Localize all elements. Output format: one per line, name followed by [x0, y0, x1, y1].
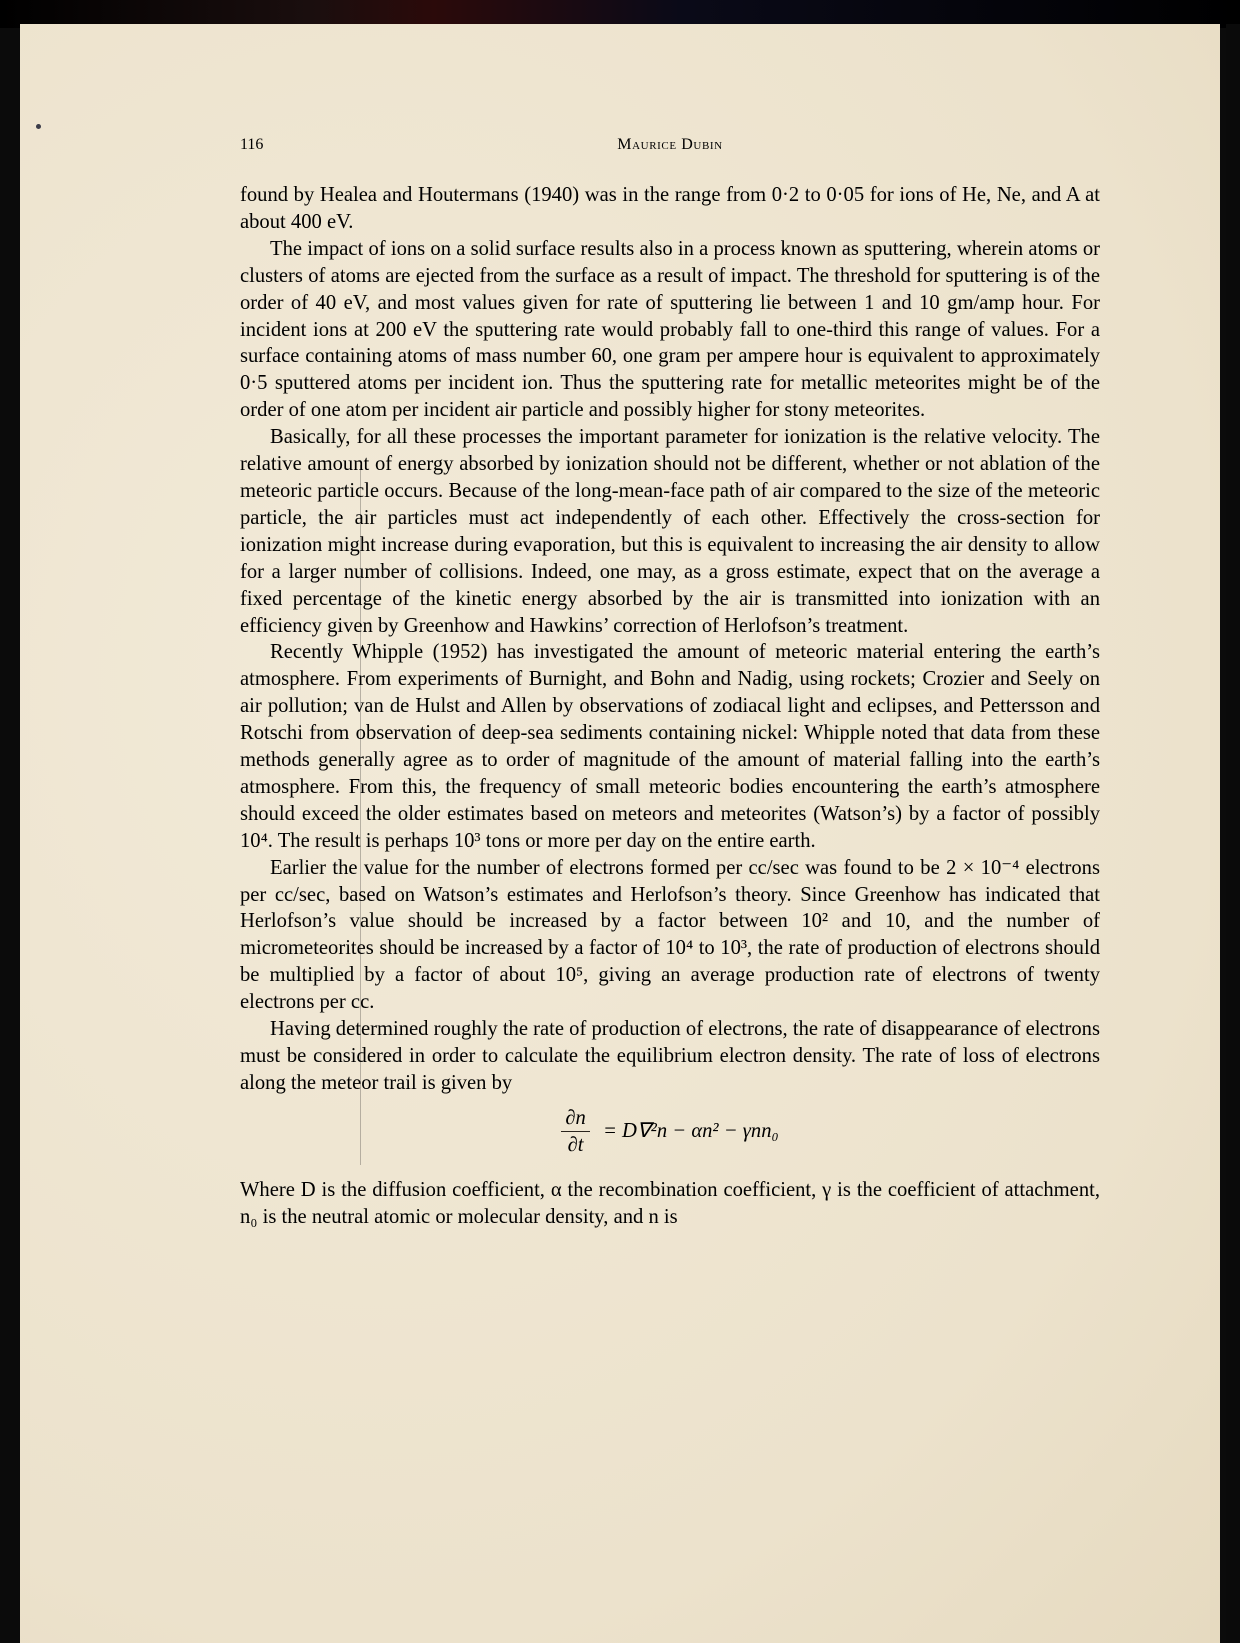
running-head: Maurice Dubin: [617, 136, 723, 153]
equation-denominator: ∂t: [567, 1133, 584, 1156]
paragraph-1: found by Healea and Houtermans (1940) was in the range from 0·2 to 0·05 for ions of He, Ne, and A at about 400 eV.: [240, 184, 1100, 233]
paragraph-6: Having determined roughly the rate of production of electrons, the rate of disappearance of electrons must be considered in order to calculate the equilibrium electron density. The rate of loss of electrons along the meteor trail is given by: [240, 1018, 1100, 1094]
page-number: 116: [240, 136, 264, 153]
equation-fraction: [561, 1105, 589, 1158]
page-header: [240, 136, 1100, 160]
paragraph-2: The impact of ions on a solid surface results also in a process known as sputtering, wherein atoms or clusters of atoms are ejected from the surface as a result of impact. The threshold for sputtering is of the order of 40 eV, and most values given for rate of sputtering lie between 1 and 10 gm/amp hour. For incident ions at 200 eV the sputtering rate would probably fall to one-third this range of values. For a surface containing atoms of mass number 60, one gram per ampere hour is equivalent to approximately 0·5 sputtered atoms per incident ion. Thus the sputtering rate for metallic meteorites might be of the order of one atom per incident air particle and possibly higher for stony meteorites.: [240, 237, 1100, 422]
paragraph-7: Where D is the diffusion coefficient, α the recombination coefficient, γ is the coefficient of attachment, n₀ is the neutral atomic or molecular density, and n is: [240, 1178, 1100, 1228]
rate-equation: [240, 1105, 1100, 1167]
equation-rhs: = D∇²n − αn² − γnn₀: [602, 1119, 779, 1142]
scan-speck: [36, 124, 41, 129]
paragraph-3: Basically, for all these processes the important parameter for ionization is the relative velocity. The relative amount of energy absorbed by ionization should not be different, whether or not ablation of the meteoric particle occurs. Because of the long-mean-face path of air compared to the size of the meteoric particle, the air particles must act independently of each other. Effectively the cross-section for ionization might increase during evaporation, but this is equivalent to increasing the air density to allow for a larger number of collisions. Indeed, one may, as a gross estimate, expect that on the average a fixed percentage of the kinetic energy absorbed by the air is transmitted into ionization with an efficiency given by Greenhow and Hawkins’ correction of Herlofson’s treatment.: [240, 426, 1100, 637]
paragraph-4: Recently Whipple (1952) has investigated the amount of meteoric material entering the earth’s atmosphere. From experiments of Burnight, and Bohn and Nadig, using rockets; Crozier and Seely on air pollution; van de Hulst and Allen by observations of zodiacal light and eclipses, and Pettersson and Rotschi from observation of deep-sea sediments containing nickel: Whipple noted that data from these methods generally agree as to order of magnitude of the amount of material falling into the earth’s atmosphere. From this, the frequency of small meteoric bodies encountering the earth’s atmosphere should exceed the older estimates based on meteors and meteorites (Watson’s) by a factor of possibly 10⁴. The result is perhaps 10³ tons or more per day on the entire earth.: [240, 641, 1100, 852]
equation-numerator: ∂n: [561, 1105, 589, 1132]
body-text: [240, 182, 1100, 1231]
paragraph-5: Earlier the value for the number of electrons formed per cc/sec was found to be 2 × 10⁻⁴ electrons per cc/sec, based on Watson’s estimates and Herlofson’s theory. Since Greenhow has indicated that Herlofson’s value should be increased by a factor between 10² and 10, and the number of micrometeorites should be increased by a factor of 10⁴ to 10³, the rate of production of electrons should be multiplied by a factor of about 10⁵, giving an average production rate of electrons of twenty electrons per cc.: [240, 856, 1100, 1014]
scan-right-edge: [1226, 24, 1240, 1643]
